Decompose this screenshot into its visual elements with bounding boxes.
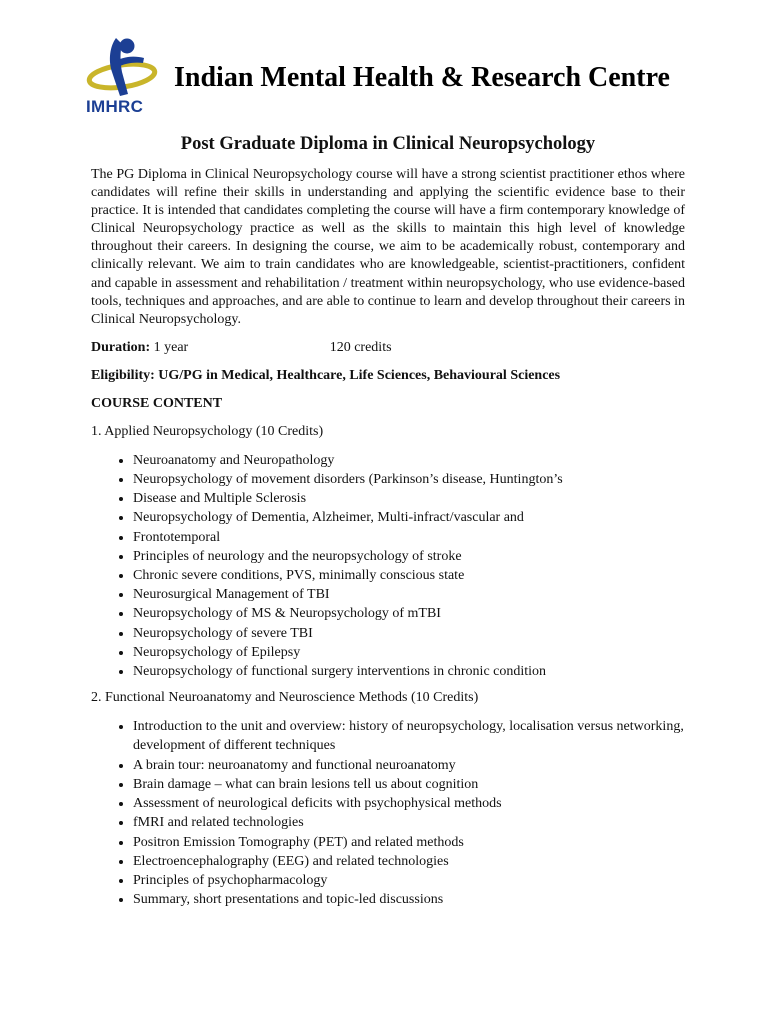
list-item: • Disease and Multiple Sclerosis [133, 489, 685, 508]
section-heading-functional-neuroanatomy: 2. Functional Neuroanatomy and Neuroscience Methods (10 Credits) [91, 690, 479, 706]
organization-title: Indian Mental Health & Research Centre [174, 62, 670, 93]
list-item: • Principles of psychopharmacology [133, 871, 685, 890]
duration-credits: 120 credits [329, 339, 392, 355]
applied-neuropsychology-list [91, 451, 685, 681]
duration-line [91, 339, 685, 357]
list-item: • Neuropsychology of MS & Neuropsychology of mTBI [133, 604, 685, 623]
eligibility-line: Eligibility: UG/PG in Medical, Healthcare, Life Sciences, Behavioural Sciences [91, 367, 561, 383]
page-header [80, 32, 700, 124]
intro-paragraph: The PG Diploma in Clinical Neuropsychology course will have a strong scientist practitioner ethos where candidates will refine their skills in understanding and applying the scientific evidence base to their practice. It is intended that candidates completing the course will have a firm contemporary knowledge of Clinical Neuropsychology practice as well as the skills to maintain this high level of knowledge throughout their careers. In designing the course, we aim to be academically robust, contemporary and clinically relevant. We aim to train candidates who are knowledgeable, scientist-practitioners, confident and capable in assessment and rehabilitation / treatment within neuropsychology, who use evidence-based tools, techniques and approaches, and are able to continue to learn and develop throughout their careers in Clinical Neuropsychology. [91, 167, 686, 327]
list-item: • fMRI and related technologies [133, 813, 685, 832]
course-content-heading: COURSE CONTENT [91, 395, 223, 411]
list-item: • Neuropsychology of functional surgery interventions in chronic condition [133, 662, 685, 681]
logo-text: IMHRC [86, 97, 144, 116]
imhrc-logo [80, 32, 160, 124]
list-item: • Frontotemporal [133, 528, 685, 547]
list-item: • Principles of neurology and the neuropsychology of stroke [133, 547, 685, 566]
list-item: • Chronic severe conditions, PVS, minimally conscious state [133, 566, 685, 585]
list-item: • Assessment of neurological deficits with psychophysical methods [133, 794, 685, 813]
list-item: • Positron Emission Tomography (PET) and related methods [133, 833, 685, 852]
list-item: • Introduction to the unit and overview: history of neuropsychology, localisation versus networking, development of different techniques [133, 717, 685, 755]
list-item: • Brain damage – what can brain lesions tell us about cognition [133, 775, 685, 794]
document-body [91, 134, 685, 917]
list-item: • A brain tour: neuroanatomy and functional neuroanatomy [133, 756, 685, 775]
duration-value: 1 year [150, 339, 189, 355]
functional-neuroanatomy-list [91, 717, 685, 909]
course-title: Post Graduate Diploma in Clinical Neuropsychology [180, 134, 596, 154]
list-item: • Neuropsychology of Dementia, Alzheimer, Multi-infract/vascular and [133, 508, 685, 527]
list-item: • Electroencephalography (EEG) and related technologies [133, 852, 685, 871]
duration-label: Duration: [91, 339, 151, 355]
list-item: • Neuropsychology of severe TBI [133, 624, 685, 643]
list-item: • Neuropsychology of Epilepsy [133, 643, 685, 662]
logo-figure-icon [80, 32, 160, 100]
list-item: • Neuropsychology of movement disorders (Parkinson’s disease, Huntington’s [133, 470, 685, 489]
list-item: • Neurosurgical Management of TBI [133, 585, 685, 604]
list-item: • Summary, short presentations and topic-led discussions [133, 890, 685, 909]
list-item: • Neuroanatomy and Neuropathology [133, 451, 685, 470]
section-heading-applied-neuropsychology: 1. Applied Neuropsychology (10 Credits) [91, 423, 324, 439]
